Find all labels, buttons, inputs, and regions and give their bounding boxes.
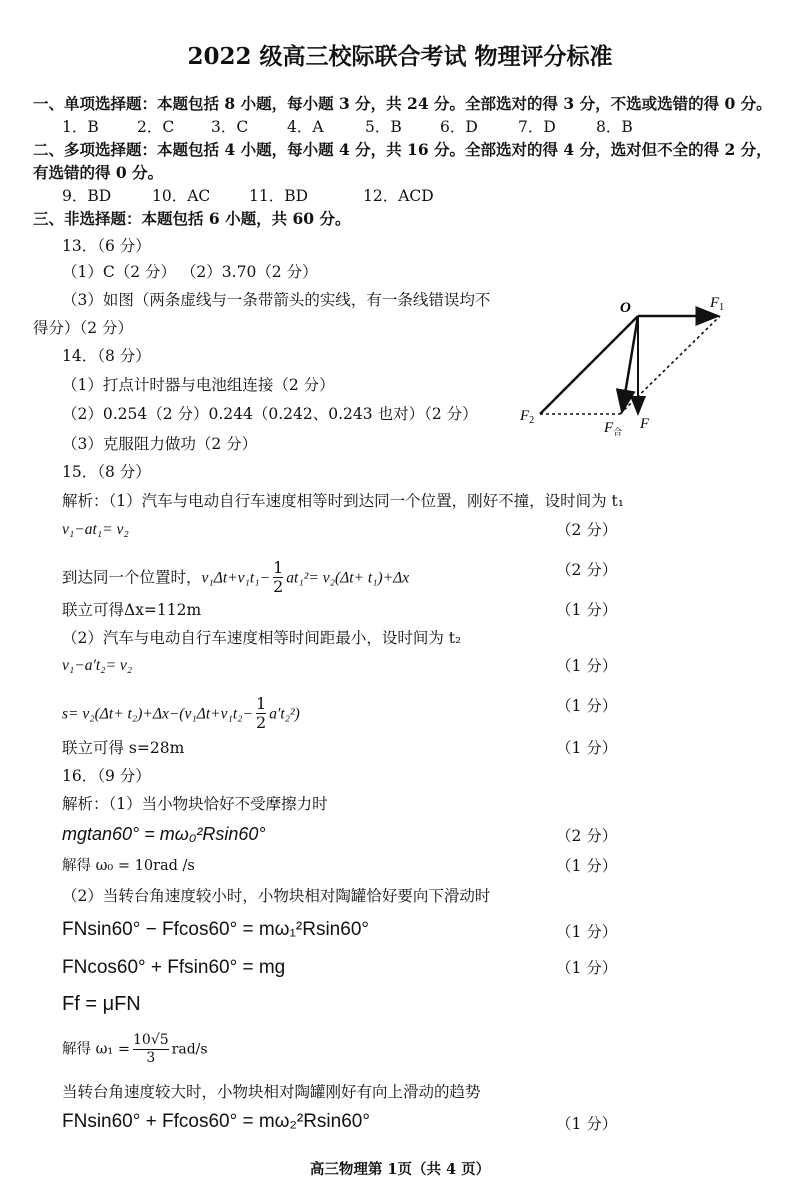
q16-part2: （2）当转台角速度较小时，小物块相对陶罐恰好要向下滑动时 (62, 887, 491, 905)
answer-12: 12．ACD (363, 187, 434, 205)
answer-8: 8．B (596, 118, 633, 136)
q15-intro: 解析：（1）汽车与电动自行车速度相等时到达同一个位置，刚好不撞，设时间为 t₁ (62, 492, 624, 510)
q14-line2: （2）0.254（2 分）0.244（0.242、0.243 也对）（2 分） (62, 405, 478, 423)
q15-eq2 (62, 560, 409, 597)
q16-header: 16．（9 分） (62, 767, 151, 785)
q15-part2: （2）汽车与电动自行车速度相等时间距最小，设时间为 t₂ (62, 629, 462, 647)
q15-eq4-a: s= v₂(Δt+ t₂)+Δx−(v₁Δt+v₁t₂− (62, 705, 254, 723)
section3-heading: 三、非选择题：本题包括 6 小题，共 60 分。 (33, 209, 351, 228)
answer-7: 7．D (518, 118, 556, 136)
q16-eq3-score: （1 分） (556, 959, 618, 977)
q13-line2: （3）如图（两条虚线与一条带箭头的实线，有一条线错误均不 (62, 291, 491, 309)
section2-heading-line2: 有选错的得 0 分。 (33, 163, 164, 182)
q15-res1: 联立可得Δx=112m (62, 601, 202, 619)
q15-eq4-score: （1 分） (556, 697, 618, 715)
answer-1: 1．B (62, 118, 99, 136)
q16-res2-prefix: 解得 ω₁ = (62, 1041, 131, 1058)
q16-res1-score: （1 分） (556, 857, 618, 875)
q15-eq2-score: （2 分） (556, 561, 618, 579)
q14-header: 14．（8 分） (62, 347, 151, 365)
q13-header: 13．（6 分） (62, 237, 151, 255)
q16-eq2-score: （1 分） (556, 923, 618, 941)
label-o: O (620, 300, 631, 316)
q16-res2 (62, 1032, 208, 1067)
answer-4: 4．A (287, 118, 324, 136)
section2-heading-line1: 二、多项选择题：本题包括 4 小题，每小题 4 分，共 16 分。全部选对的得 4 分，选对但不全的得 2 分， (33, 140, 772, 159)
q16-eq5: FNsin60° + Ffcos60° = mω₂²Rsin60° (62, 1111, 370, 1132)
q16-res2-num: 10√5 (133, 1032, 169, 1048)
q15-eq4 (62, 696, 300, 733)
label-f1: $F_1$ (710, 295, 725, 313)
force-diagram (510, 290, 750, 440)
page-title: 2022 级高三校际联合考试 物理评分标准 (187, 43, 613, 70)
answer-9: 9．BD (62, 187, 112, 205)
q15-eq1: v₁−at₁= v₂ (62, 521, 129, 538)
q15-eq4-frac-den: 2 (256, 713, 267, 732)
q15-eq3-score: （1 分） (556, 657, 618, 675)
q13-line1: （1）C（2 分） （2）3.70（2 分） (62, 263, 318, 281)
q15-eq4-frac-num: 1 (256, 694, 267, 713)
q15-eq4-fraction (256, 695, 266, 732)
answer-5: 5．B (365, 118, 402, 136)
q15-res1-score: （1 分） (556, 601, 618, 619)
q16-eq1: mgtan60° = mω₀²Rsin60° (62, 824, 266, 844)
q15-eq2-frac-den: 2 (273, 577, 284, 596)
q16-eq5-score: （1 分） (556, 1115, 618, 1133)
q15-eq2-a: v₁Δt+v₁t₁− (201, 569, 271, 587)
label-f2: $F_2$ (520, 408, 535, 426)
answer-6: 6．D (440, 118, 478, 136)
section1-answers (62, 117, 633, 137)
answer-10: 10．AC (152, 187, 211, 205)
q15-res2-score: （1 分） (556, 739, 618, 757)
answer-3: 3．C (211, 118, 249, 136)
label-f: F (640, 416, 650, 432)
q16-res2-fraction (133, 1032, 169, 1067)
q16-res2-unit: rad/s (171, 1041, 208, 1058)
q15-header: 15．（8 分） (62, 463, 151, 481)
q16-intro: 解析：（1）当小物块恰好不受摩擦力时 (62, 795, 328, 813)
q15-eq2-fraction (273, 559, 283, 596)
q15-eq2-prefix: 到达同一个位置时， (62, 568, 202, 587)
q15-eq2-b: at₁²= v₂(Δt+ t₁)+Δx (286, 569, 410, 587)
q15-eq2-frac-num: 1 (273, 558, 284, 577)
q14-line3: （3）克服阻力做功（2 分） (62, 435, 258, 453)
q15-res2: 联立可得 s=28m (62, 739, 185, 757)
section2-answers (62, 186, 434, 206)
q15-eq1-score: （2 分） (556, 521, 618, 539)
q16-res2-den: 3 (146, 1050, 156, 1066)
label-fhe: $F_合$ (604, 420, 623, 437)
q16-eq2: FNsin60° − Ffcos60° = mω₁²Rsin60° (62, 919, 369, 940)
q13-line3: 得分）（2 分） (33, 319, 134, 337)
answer-11: 11．BD (249, 187, 309, 205)
q16-part3: 当转台角速度较大时，小物块相对陶罐刚好有向上滑动的趋势 (62, 1083, 481, 1101)
q15-eq4-b: a′t₂²) (269, 705, 300, 723)
q14-line1: （1）打点计时器与电池组连接（2 分） (62, 376, 335, 394)
section1-heading: 一、单项选择题：本题包括 8 小题，每小题 3 分，共 24 分。全部选对的得 3 分，不选或选错的得 0 分。 (33, 94, 772, 113)
q15-eq3: v₁−a′t₂= v₂ (62, 657, 133, 674)
answer-2: 2．C (137, 118, 175, 136)
q16-eq4: Ff = μFN (62, 993, 141, 1015)
q16-res1: 解得 ω₀ = 10rad /s (62, 858, 195, 874)
q16-eq3: FNcos60° + Ffsin60° = mg (62, 957, 286, 978)
page-footer: 高三物理第 1页（共 4 页） (309, 1161, 491, 1178)
q16-eq1-score: （2 分） (556, 827, 618, 845)
